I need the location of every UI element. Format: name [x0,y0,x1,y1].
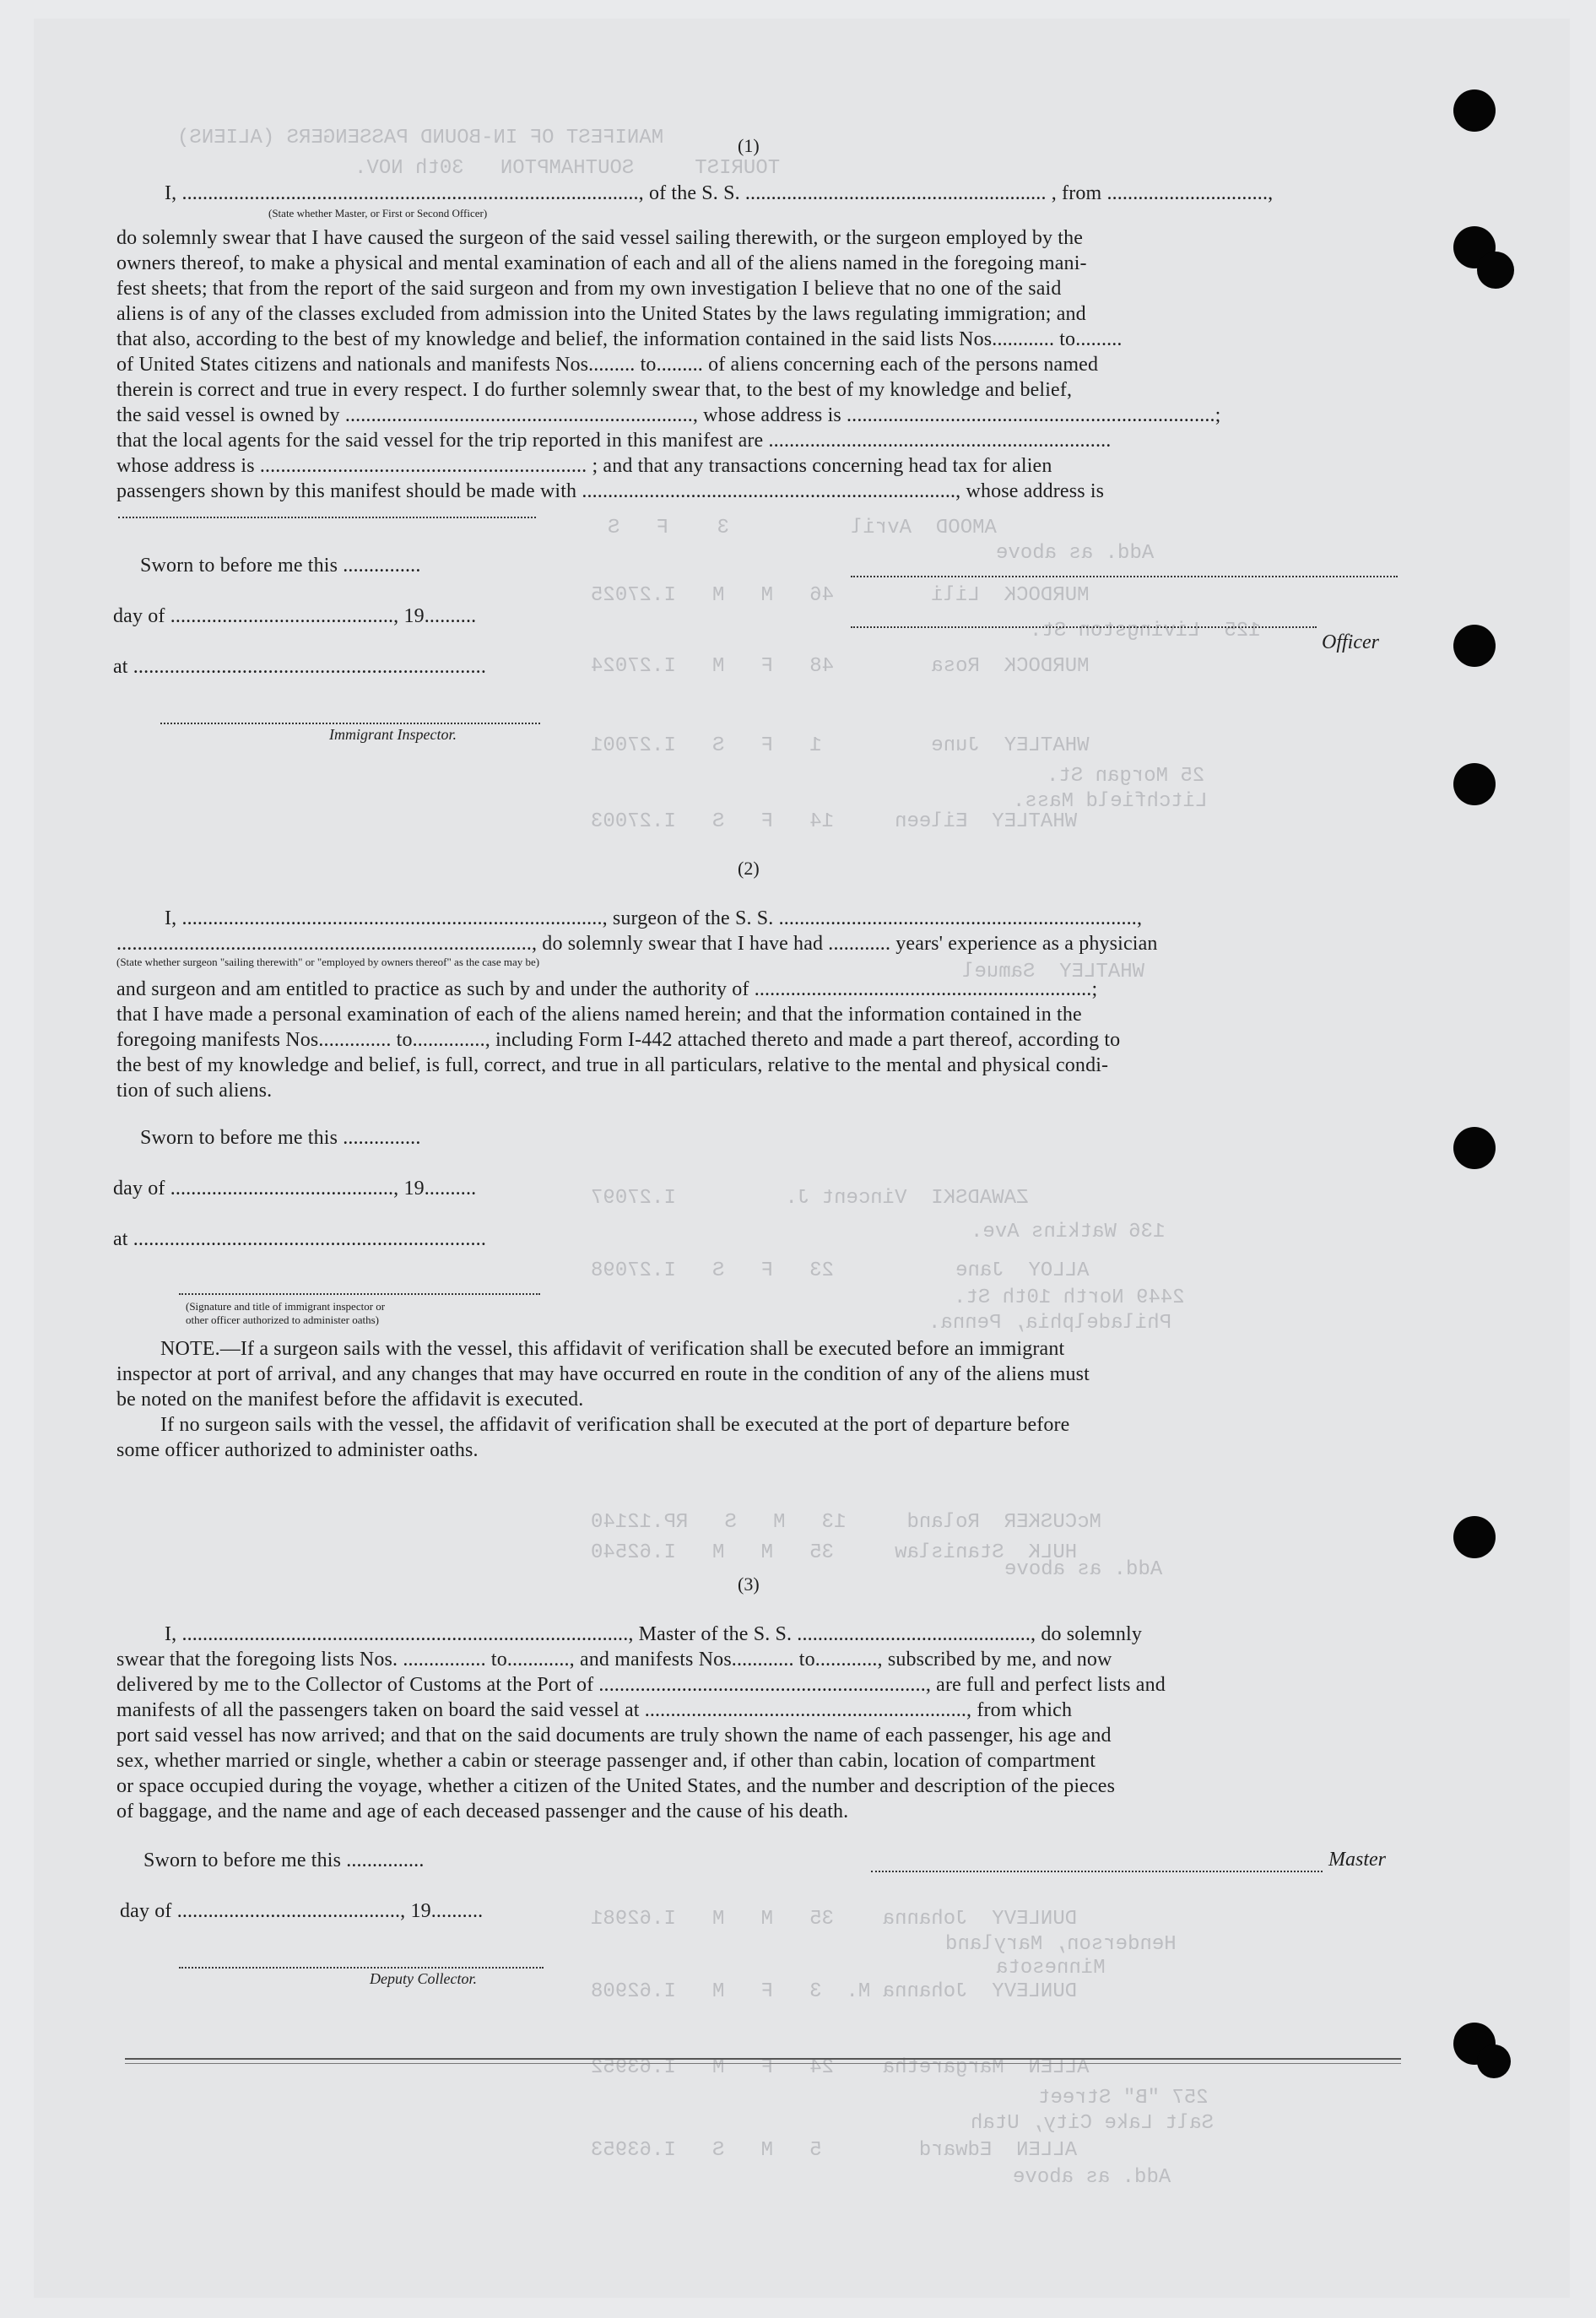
punch-hole [1453,625,1496,667]
punch-hole [1453,89,1496,132]
note-line: NOTE.—If a surgeon sails with the vessel, this affidavit of verification shall be executed before an immigrant [160,1338,1065,1360]
section-1-line: aliens is of any of the classes excluded from admission into the United States by the laws regulating immigration; and [116,303,1086,325]
bleed-through: MANIFEST OF IN-BOUND PASSENGERS (ALIENS) [177,127,664,149]
section-3-line: I, ......................................................................................, Master of the S. S. ............................................., do solemnly [165,1623,1142,1645]
signature-line [851,576,1398,577]
section-1-first-line: I, ........................................................................................, of the S. S. .......................................................... , from ..............................., [165,182,1274,204]
bleed-through: WHATLEY June 1 F S I.27001 [591,734,1090,757]
sworn-line: Sworn to before me this ............... [140,1127,421,1149]
punch-hole [1453,763,1496,805]
bleed-through: Add. as above [996,542,1155,565]
section-1-line: owners thereof, to make a physical and mental examination of each and all of the aliens named in the foregoing mani- [116,252,1087,274]
bleed-through: 25 Morgan St. [1047,765,1205,788]
punch-hole [1477,2044,1511,2078]
bleed-through: Henderson, Maryland [945,1933,1177,1956]
bleed-through: ALLEN Edward 5 M S I.63953 [591,2139,1078,2162]
signature-caption: (Signature and title of immigrant inspector or [186,1300,386,1313]
bleed-through: 136 Watkins Ave. [971,1221,1166,1243]
section-2-line: and surgeon and am entitled to practice as such by and under the authority of .................................................................; [116,978,1098,1000]
at-line: at .................................................................... [113,656,486,678]
section-2-line: that I have made a personal examination of each of the aliens named herein; and that the information contained in the [116,1004,1082,1026]
section-3-number: (3) [738,1573,760,1595]
master-signature-line [871,1871,1323,1872]
section-3-line: swear that the foregoing lists Nos. ................ to............, and manifests Nos............ to............, subscribed by me, and now [116,1649,1112,1671]
divider [125,2058,1401,2060]
bleed-through: MURDOCK Rosa 48 F M I.27024 [591,655,1090,678]
officer-signature-line [851,626,1317,628]
collector-signature-line [179,1967,544,1969]
at-line: at .................................................................... [113,1228,486,1250]
inspector-signature-line [160,723,540,724]
section-1-line: the said vessel is owned by ..................................................................., whose address is .......................................................................; [116,404,1221,426]
signature-caption: other officer authorized to administer oaths) [186,1313,379,1326]
bleed-through: McCUSKER Roland 13 M S RP.12140 [591,1511,1101,1534]
bleed-through: WHATLEY Eileen 14 F S I.27003 [591,810,1078,833]
officer-label: Officer [1322,631,1379,653]
bleed-through: HULK Stanislaw 35 M M I.62540 [591,1541,1078,1564]
note-line: inspector at port of arrival, and any changes that may have occurred en route in the condition of any of the aliens must [116,1363,1090,1385]
section-1-line: that the local agents for the said vessel for the trip reported in this manifest are .................................................................. [116,430,1112,452]
bleed-through: 257 "B" Street [1038,2087,1209,2109]
section-2-line: the best of my knowledge and belief, is full, correct, and true in all particulars, relative to the mental and physical condi- [116,1054,1109,1076]
bleed-through: MURDOCK Lili 46 M M I.27025 [591,584,1090,607]
section-2-second-line: ................................................................................, do solemnly swear that I have had ............ years' experience as a physician [116,933,1158,955]
day-line: day of ..........................................., 19.......... [113,1178,477,1200]
sworn-line: Sworn to before me this ............... [143,1850,425,1871]
section-3-line: or space occupied during the voyage, whether a citizen of the United States, and the number and description of the pieces [116,1775,1116,1797]
bleed-through: TOURIST SOUTHAMPTON 30th NOV. [354,157,781,180]
bleed-through: Add. as above [1013,2166,1171,2189]
section-3-line: of baggage, and the name and age of each deceased passenger and the cause of his death. [116,1801,849,1822]
collector-label: Deputy Collector. [370,1970,477,1987]
day-line: day of ..........................................., 19.......... [113,605,477,627]
section-1-line: passengers shown by this manifest should be made with ........................................................................, whose address is [116,480,1105,502]
section-2-number: (2) [738,858,760,879]
bleed-through: Litchfield Mass. [1013,790,1208,813]
section-2-line: tion of such aliens. [116,1080,273,1102]
note-line: be noted on the manifest before the affidavit is executed. [116,1389,584,1411]
bleed-through: DUNLEVY Johanna 35 M M I.62981 [591,1908,1078,1931]
note-line: If no surgeon sails with the vessel, the affidavit of verification shall be executed at the port of departure before [160,1414,1070,1436]
bleed-through: 2449 North 10th St. [954,1286,1185,1309]
bleed-through: Add. as above [1004,1558,1163,1581]
signature-line [118,517,536,518]
bleed-through: Philadelphia, Penna. [928,1312,1172,1335]
section-3-line: delivered by me to the Collector of Customs at the Port of ..............................................................., are full and perfect lists and [116,1674,1166,1696]
section-1-line: therein is correct and true in every respect. I do further solemnly swear that, to the best of my knowledge and belief, [116,379,1073,401]
section-1-line: that also, according to the best of my knowledge and belief, the information contained in the said lists Nos............ to......... [116,328,1123,350]
section-3-line: manifests of all the passengers taken on board the said vessel at .............................................................., from which [116,1699,1073,1721]
punch-hole [1453,1127,1496,1169]
bleed-through: Minnesota [996,1957,1106,1980]
inspector-label: Immigrant Inspector. [329,726,457,743]
section-1-line: fest sheets; that from the report of the said surgeon and from my own investigation I believe that no one of the said [116,278,1062,300]
section-2-caption: (State whether surgeon "sailing therewith" or "employed by owners thereof" as the case may be) [116,956,540,968]
section-3-line: port said vessel has now arrived; and that on the said documents are truly shown the name of each passenger, his age and [116,1725,1112,1747]
bleed-through: ALLOY Jane 23 F S I.27098 [591,1259,1090,1282]
inspector-signature-line [179,1293,540,1295]
section-1-caption: (State whether Master, or First or Second Officer) [268,207,488,219]
section-1-line: do solemnly swear that I have caused the surgeon of the said vessel sailing therewith, or the surgeon employed by the [116,227,1084,249]
bleed-through: AMOOD Avril 3 F S [608,517,997,539]
bleed-through: WHATLEY Samuel [962,961,1145,983]
section-1-line: of United States citizens and nationals and manifests Nos......... to......... of aliens concerning each of the persons named [116,354,1099,376]
punch-hole [1477,252,1514,289]
divider [125,2063,1401,2064]
master-label: Master [1328,1849,1386,1871]
punch-hole [1453,1516,1496,1558]
bleed-through: DUNLEVY Johanna M. 3 F M I.62908 [591,1980,1078,2003]
bleed-through: ALLEN Margaretha 24 F M I.63952 [591,2056,1090,2079]
bleed-through: 125 Livingston St. [1030,620,1261,642]
section-3-line: sex, whether married or single, whether a cabin or steerage passenger and, if other than cabin, location of compartment [116,1750,1096,1772]
day-line: day of ..........................................., 19.......... [120,1900,484,1922]
section-1-number: (1) [738,135,760,156]
note-line: some officer authorized to administer oaths. [116,1439,479,1461]
section-1-line: whose address is ............................................................... ; and that any transactions concerning head tax for alien [116,455,1052,477]
bleed-through: Salt Lake City, Utah [971,2112,1215,2135]
section-2-first-line: I, ................................................................................., surgeon of the S. S. ....................................................................., [165,907,1143,929]
bleed-through: ZAWADSKI Vincent J. I.27097 [591,1187,1029,1210]
sworn-line: Sworn to before me this ............... [140,555,421,577]
section-2-line: foregoing manifests Nos.............. to.............., including Form I-442 attached thereto and made a part thereof, according to [116,1029,1121,1051]
